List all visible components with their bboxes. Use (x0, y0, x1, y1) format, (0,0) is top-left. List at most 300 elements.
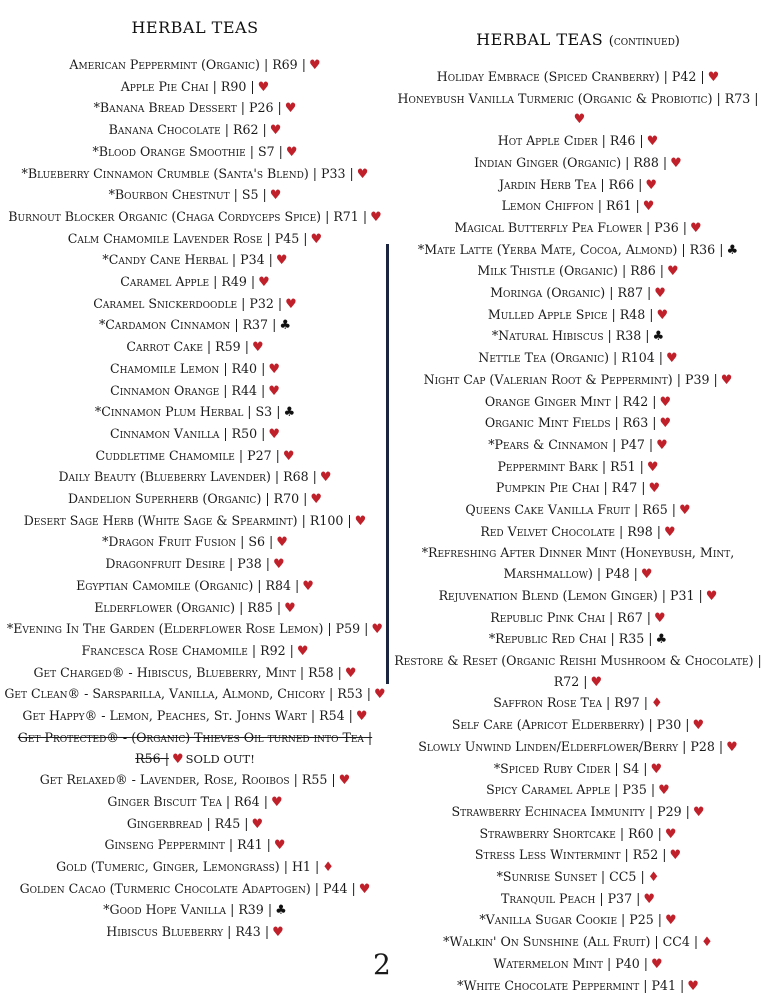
tea-code: P44 (323, 880, 348, 896)
tea-name: *Mate Latte (Yerba Mate, Cocoa, Almond) (417, 241, 678, 257)
tea-entry: Get Relaxed® - Lavender, Rose, Rooibos | R55 | (39, 772, 336, 788)
tea-name: Hot Apple Cider (497, 133, 598, 149)
tea-code: P35 (622, 782, 647, 798)
heart-icon: ♥ (656, 437, 668, 453)
tea-item (0, 900, 390, 922)
tea-code: H1 (291, 859, 311, 875)
tea-item (388, 240, 768, 262)
tea-item (0, 684, 390, 706)
tea-name: *Cardamon Cinnamon (99, 317, 231, 333)
heart-icon: ♥ (656, 307, 669, 323)
tea-item (388, 457, 768, 479)
tea-entry: Stress Less Wintermint | R52 | (474, 847, 667, 863)
tea-entry: Get Protected® - (Organic) Thieves Oil turned into Tea | R56 | (17, 729, 373, 766)
tea-entry: Organic Mint Fields | R63 | (484, 415, 657, 431)
tea-item (0, 250, 390, 272)
tea-item (388, 889, 768, 911)
tea-name: *White Chocolate Peppermint (457, 977, 640, 993)
tea-name: *Banana Bread Dessert (93, 100, 237, 116)
heart-icon: ♥ (302, 578, 314, 594)
tea-entry: *Dragon Fruit Fusion | S6 | (102, 534, 274, 550)
tea-entry: Get Happy® - Lemon, Peaches, St. Johns Wart | R54 | (22, 708, 353, 724)
tea-item (0, 792, 390, 814)
right-column-title (388, 30, 768, 49)
tea-code: R67 (617, 609, 643, 625)
tea-code: R69 (272, 57, 298, 72)
tea-code: P41 (651, 977, 676, 993)
heart-icon: ♥ (268, 426, 281, 442)
heart-icon: ♥ (726, 739, 738, 755)
tea-code: P37 (607, 890, 633, 906)
tea-entry: Cuddletime Chamomile | P27 | (95, 447, 280, 463)
tea-code: R62 (233, 122, 259, 138)
tea-item (0, 728, 390, 770)
left-column (0, 18, 390, 944)
tea-entry: Peppermint Bark | R51 | (497, 458, 644, 474)
tea-item (388, 845, 768, 867)
tea-item (388, 218, 768, 240)
tea-code: R40 (231, 360, 258, 376)
tea-name: *Republic Red Chai (488, 631, 607, 647)
tea-entry: *Mate Latte (Yerba Mate, Cocoa, Almond) | R36 | (417, 241, 724, 257)
tea-name: Caramel Apple (120, 274, 210, 290)
tea-name: Republic Pink Chai (490, 609, 606, 625)
tea-code: R104 (621, 350, 655, 366)
right-tea-list (388, 67, 768, 997)
tea-code: R35 (618, 631, 645, 647)
tea-name: Ginseng Peppermint (104, 837, 225, 853)
tea-entry: Strawberry Shortcake | R60 | (479, 825, 662, 841)
heart-icon: ♥ (642, 199, 655, 215)
tea-code: R42 (622, 393, 649, 409)
tea-code: R58 (308, 664, 334, 680)
tea-name: *Spiced Ruby Cider (493, 760, 611, 776)
heart-icon: ♥ (665, 913, 677, 929)
tea-item (388, 867, 768, 889)
tea-item (0, 229, 390, 251)
tea-code: P29 (657, 803, 682, 819)
tea-item (388, 693, 768, 715)
tea-name: *Bourbon Chestnut (108, 187, 230, 203)
tea-entry: Cinnamon Vanilla | R50 | (109, 425, 266, 441)
tea-code: R68 (283, 469, 309, 485)
tea-code: S6 (248, 534, 266, 550)
tea-code: R70 (273, 491, 300, 507)
heart-icon: ♥ (679, 503, 691, 519)
heart-icon: ♥ (666, 264, 679, 280)
tea-item (0, 489, 390, 511)
tea-code: R38 (615, 328, 642, 344)
tea-entry: Republic Pink Chai | R67 | (490, 609, 652, 625)
tea-item (388, 522, 768, 544)
tea-entry: *Blueberry Cinnamon Crumble (Santa's Blend) | P33 | (21, 165, 354, 181)
heart-icon: ♥ (720, 372, 733, 388)
tea-code: S4 (622, 760, 640, 776)
heart-icon: ♥ (370, 209, 382, 225)
tea-entry: Dragonfruit Desire | P38 | (105, 556, 271, 572)
tea-name: Get Happy® - Lemon, Peaches, St. Johns Wart (22, 708, 307, 724)
tea-code: S3 (255, 404, 273, 420)
tea-name: *Blueberry Cinnamon Crumble (Santa's Blend) (21, 165, 309, 181)
club-icon: ♣ (652, 329, 665, 345)
tea-entry: Chamomile Lemon | R40 | (110, 360, 266, 376)
tea-code: R56 (135, 750, 161, 766)
tea-code: R46 (609, 133, 636, 149)
tea-entry: Saffron Rose Tea | R97 | (493, 695, 649, 711)
tea-name: Hibiscus Blueberry (106, 924, 224, 940)
tea-name: Nettle Tea (Organic) (478, 350, 610, 366)
tea-name: *Dragon Fruit Fusion (102, 534, 237, 550)
tea-code: P48 (605, 566, 630, 582)
tea-entry: Self Care (Apricot Elderberry) | P30 | (451, 717, 690, 733)
tea-entry: Queens Cake Vanilla Fruit | R65 | (465, 502, 677, 518)
tea-entry: *White Chocolate Peppermint | P41 | (457, 977, 685, 993)
tea-name: *Refreshing After Dinner Mint (Honeybush, Mint, Marshmallow) (421, 545, 735, 582)
tea-entry: Ginger Biscuit Tea | R64 | (107, 793, 268, 809)
heart-icon: ♥ (659, 416, 672, 432)
tea-name: Spicy Caramel Apple (486, 782, 611, 798)
tea-entry: Elderflower (Organic) | R85 | (94, 599, 282, 615)
heart-icon: ♥ (276, 535, 288, 551)
tea-item (388, 543, 768, 585)
tea-entry: *Walkin' On Sunshine (All Fruit) | CC4 | (443, 934, 699, 950)
tea-code: P47 (620, 436, 645, 452)
tea-name: Jardin Herb Tea (498, 176, 597, 192)
heart-icon: ♥ (284, 600, 296, 616)
tea-code: R85 (247, 599, 273, 615)
tea-item (0, 922, 390, 944)
tea-item (388, 802, 768, 824)
heart-icon: ♥ (651, 956, 663, 972)
tea-name: American Peppermint (Organic) (69, 57, 260, 72)
heart-icon: ♥ (374, 687, 386, 703)
tea-item (388, 586, 768, 608)
tea-item (0, 359, 390, 381)
tea-entry: Rejuvenation Blend (Lemon Ginger) | P31 | (438, 587, 703, 603)
tea-code: P33 (321, 165, 346, 181)
tea-item (0, 467, 390, 489)
tea-item (0, 55, 390, 77)
tea-entry: *Candy Cane Herbal | P34 | (102, 252, 273, 268)
tea-entry: Get Clean® - Sarsparilla, Vanilla, Almond, Chicory | R53 | (4, 686, 371, 702)
right-title-suffix: (continued) (608, 34, 680, 49)
tea-name: Dragonfruit Desire (105, 556, 226, 572)
tea-name: Chamomile Lemon (110, 360, 220, 376)
heart-icon: ♥ (659, 394, 672, 410)
heart-icon: ♥ (354, 513, 367, 529)
tea-name: Rejuvenation Blend (Lemon Ginger) (438, 587, 658, 603)
tea-name: Desert Sage Herb (White Sage & Spearmint) (23, 512, 298, 528)
tea-item (0, 98, 390, 120)
tea-item (388, 326, 768, 348)
tea-item (0, 511, 390, 533)
tea-code: P28 (690, 738, 715, 754)
heart-icon: ♥ (654, 286, 666, 302)
tea-entry: *Sunrise Sunset | CC5 | (496, 869, 645, 885)
tea-entry: Get Charged® - Hibiscus, Blueberry, Mint | R58 | (33, 664, 342, 680)
tea-item (0, 706, 390, 728)
tea-item (388, 435, 768, 457)
tea-item (388, 608, 768, 630)
tea-code: R59 (215, 339, 241, 355)
heart-icon: ♥ (268, 383, 280, 399)
club-icon: ♣ (279, 318, 291, 334)
tea-item (388, 131, 768, 153)
tea-name: *Blood Orange Smoothie (92, 143, 246, 159)
tea-item (0, 272, 390, 294)
tea-code: R54 (319, 708, 345, 724)
heart-icon: ♥ (650, 761, 663, 777)
tea-code: R44 (231, 382, 257, 398)
tea-entry: American Peppermint (Organic) | R69 | (69, 57, 306, 72)
tea-name: Honeybush Vanilla Turmeric (Organic & Probiotic) (397, 90, 713, 106)
tea-entry: Milk Thistle (Organic) | R86 | (477, 263, 664, 279)
tea-item (0, 879, 390, 901)
tea-item (0, 185, 390, 207)
tea-code: R61 (606, 198, 632, 214)
tea-item (388, 370, 768, 392)
tea-entry: Calm Chamomile Lavender Rose | P45 | (67, 230, 308, 246)
heart-icon: ♥ (666, 351, 678, 367)
heart-icon: ♥ (358, 881, 371, 897)
tea-entry: Mulled Apple Spice | R48 | (487, 306, 654, 322)
tea-name: Cuddletime Chamomile (95, 447, 235, 463)
tea-code: R36 (689, 241, 716, 257)
tea-entry: Hot Apple Cider | R46 | (497, 133, 644, 149)
heart-icon: ♥ (643, 891, 655, 907)
tea-code: R86 (630, 263, 656, 279)
tea-entry: Cinnamon Orange | R44 | (110, 382, 266, 398)
tea-item (388, 954, 768, 976)
tea-name: Get Relaxed® - Lavender, Rose, Rooibos (39, 772, 290, 788)
tea-entry: Desert Sage Herb (White Sage & Spearmint) | R100 | (23, 512, 352, 528)
tea-item (388, 759, 768, 781)
heart-icon: ♥ (273, 838, 286, 854)
tea-name: Organic Mint Fields (484, 415, 611, 431)
tea-code: R84 (265, 577, 291, 593)
tea-entry: Daily Beauty (Blueberry Lavender) | R68 | (58, 469, 317, 485)
tea-code: P36 (654, 219, 679, 235)
tea-name: Carrot Cake (126, 339, 203, 355)
heart-icon: ♥ (344, 665, 357, 681)
tea-code: R73 (724, 90, 751, 106)
tea-code: P45 (274, 230, 300, 246)
tea-code: S7 (258, 143, 275, 159)
tea-entry: Night Cap (Valerian Root & Peppermint) | P39 | (423, 371, 718, 387)
tea-code: CC4 (662, 934, 690, 950)
heart-icon: ♥ (273, 557, 285, 573)
tea-entry: *Banana Bread Dessert | P26 | (93, 100, 282, 116)
heart-icon: ♥ (669, 848, 682, 864)
heart-icon: ♥ (692, 804, 705, 820)
tea-item (388, 715, 768, 737)
tea-item (0, 532, 390, 554)
tea-code: R92 (260, 642, 286, 658)
tea-code: P40 (615, 955, 640, 971)
heart-icon: ♥ (658, 783, 670, 799)
heart-icon: ♥ (310, 492, 323, 508)
heart-icon: ♥ (269, 188, 282, 204)
tea-entry: Caramel Apple | R49 | (120, 274, 256, 290)
club-icon: ♣ (283, 405, 296, 421)
tea-name: Get Clean® - Sarsparilla, Vanilla, Almond, Chicory (4, 686, 325, 702)
tea-code: R87 (617, 285, 643, 301)
tea-name: Ginger Biscuit Tea (107, 793, 222, 809)
club-icon: ♣ (726, 242, 739, 258)
tea-entry: *Natural Hibiscus | R38 | (491, 328, 650, 344)
tea-name: *Candy Cane Herbal (102, 252, 228, 268)
tea-entry: Pumpkin Pie Chai | R47 | (495, 480, 646, 496)
heart-icon: ♥ (272, 925, 284, 941)
tea-name: Elderflower (Organic) (94, 599, 236, 615)
tea-code: R50 (231, 425, 258, 441)
tea-code: P32 (249, 295, 274, 311)
tea-item (388, 348, 768, 370)
tea-code: R98 (627, 523, 653, 539)
tea-entry: Carrot Cake | R59 | (126, 339, 249, 355)
tea-name: Self Care (Apricot Elderberry) (451, 717, 645, 733)
tea-entry: Indian Ginger (Organic) | R88 | (474, 154, 668, 170)
tea-item (388, 737, 768, 759)
tea-item (388, 413, 768, 435)
tea-name: Night Cap (Valerian Root & Peppermint) (423, 371, 673, 387)
diamond-icon: ♦ (701, 935, 713, 951)
tea-item (0, 554, 390, 576)
tea-code: R45 (214, 815, 241, 831)
tea-entry: *Pears & Cinnamon | P47 | (488, 436, 654, 452)
tea-entry: Honeybush Vanilla Turmeric (Organic & Probiotic) | R73 | (397, 90, 759, 106)
club-icon: ♣ (275, 903, 287, 919)
tea-entry: Gold (Tumeric, Ginger, Lemongrass) | H1 | (56, 859, 320, 875)
tea-code: R51 (610, 458, 636, 474)
heart-icon: ♥ (663, 524, 676, 540)
right-title-text: HERBAL TEAS (476, 30, 604, 49)
tea-name: Francesca Rose Chamomile (81, 642, 248, 658)
tea-code: R47 (611, 480, 638, 496)
heart-icon: ♥ (319, 470, 332, 486)
tea-entry: Caramel Snickerdoodle | P32 | (93, 295, 283, 311)
heart-icon: ♥ (573, 112, 586, 128)
tea-item (0, 142, 390, 164)
heart-icon: ♥ (356, 166, 369, 182)
tea-entry: Holiday Embrace (Spiced Cranberry) | P42 | (436, 69, 705, 84)
tea-entry: Slowly Unwind Linden/Elderflower/Berry | P28 | (418, 738, 724, 754)
tea-item (0, 424, 390, 446)
tea-code: R60 (628, 825, 654, 841)
tea-code: R88 (633, 154, 659, 170)
tea-name: Get Protected® - (Organic) Thieves Oil turned into Tea (17, 729, 364, 745)
tea-item (388, 261, 768, 283)
tea-item (0, 857, 390, 879)
tea-name: *Evening In The Garden (Elderflower Rose Lemon) (6, 621, 324, 637)
tea-entry: *Cinnamon Plum Herbal | S3 | (94, 404, 281, 420)
tea-item (388, 824, 768, 846)
tea-entry: Strawberry Echinacea Immunity | P29 | (451, 803, 690, 819)
left-column-title: HERBAL TEAS (131, 18, 259, 37)
tea-item (388, 910, 768, 932)
tea-item (0, 337, 390, 359)
tea-item (0, 576, 390, 598)
tea-entry: Restore & Reset (Organic Reishi Mushroom & Chocolate) | R72 | (394, 652, 762, 689)
tea-item (0, 315, 390, 337)
tea-name: Orange Ginger Mint (484, 393, 611, 409)
tea-name: Gold (Tumeric, Ginger, Lemongrass) (56, 859, 280, 875)
left-tea-list (0, 55, 390, 944)
tea-item (388, 67, 768, 89)
tea-name: Egyptian Camomile (Organic) (76, 577, 254, 593)
tea-name: Banana Chocolate (108, 122, 221, 138)
tea-code: R65 (642, 502, 668, 518)
tea-name: Mulled Apple Spice (487, 306, 608, 322)
heart-icon: ♥ (258, 275, 270, 291)
tea-code: R48 (619, 306, 646, 322)
tea-entry: Ginseng Peppermint | R41 | (104, 837, 271, 853)
tea-name: *Pears & Cinnamon (488, 436, 609, 452)
diamond-icon: ♦ (651, 696, 663, 712)
tea-item (388, 976, 768, 997)
tea-entry: Tranquil Peach | P37 | (501, 890, 641, 906)
tea-item (0, 381, 390, 403)
tea-entry: Spicy Caramel Apple | P35 | (486, 782, 656, 798)
heart-icon: ♥ (355, 709, 368, 725)
tea-name: Gingerbread (126, 815, 203, 831)
tea-entry: *Blood Orange Smoothie | S7 | (92, 143, 283, 159)
tea-code: P31 (670, 587, 695, 603)
tea-code: R90 (220, 78, 247, 94)
tea-code: R100 (309, 512, 344, 528)
tea-name: Red Velvet Chocolate (480, 523, 615, 539)
heart-icon: ♥ (645, 177, 658, 193)
heart-icon: ♥ (282, 448, 295, 464)
tea-item (0, 446, 390, 468)
tea-item (0, 294, 390, 316)
heart-icon: ♥ (275, 253, 288, 269)
heart-icon: ♥ (707, 70, 720, 85)
tea-entry: Burnout Blocker Organic (Chaga Cordyceps Spice) | R71 | (8, 208, 368, 224)
tea-name: Cinnamon Orange (110, 382, 220, 398)
tea-entry: Nettle Tea (Organic) | R104 | (478, 350, 664, 366)
tea-code: P42 (671, 69, 697, 84)
heart-icon: ♥ (251, 816, 264, 832)
tea-entry: Francesca Rose Chamomile | R92 | (81, 642, 294, 658)
tea-entry: Jardin Herb Tea | R66 | (498, 176, 643, 192)
tea-item (388, 89, 768, 131)
heart-icon: ♥ (692, 718, 705, 734)
tea-item (0, 207, 390, 229)
tea-name: Watermelon Mint (493, 955, 603, 971)
heart-icon: ♥ (690, 220, 702, 236)
tea-name: *Natural Hibiscus (491, 328, 604, 344)
tea-item (0, 835, 390, 857)
tea-code: R52 (632, 847, 659, 863)
tea-code: P26 (249, 100, 274, 116)
tea-entry: Magical Butterfly Pea Flower | P36 | (454, 219, 688, 235)
heart-icon: ♥ (268, 361, 280, 377)
heart-icon: ♥ (257, 79, 270, 95)
tea-entry: *Republic Red Chai | R35 | (488, 631, 653, 647)
tea-name: Cinnamon Vanilla (109, 425, 220, 441)
tea-name: Daily Beauty (Blueberry Lavender) (58, 469, 271, 485)
tea-item (0, 770, 390, 792)
tea-code: P38 (237, 556, 262, 572)
tea-code: R97 (614, 695, 640, 711)
diamond-icon: ♦ (322, 860, 334, 876)
tea-name: Slowly Unwind Linden/Elderflower/Berry (418, 738, 679, 754)
tea-item (388, 629, 768, 651)
tea-entry: Red Velvet Chocolate | R98 | (480, 523, 661, 539)
tea-item (0, 619, 390, 641)
tea-entry: *Bourbon Chestnut | S5 | (108, 187, 267, 203)
